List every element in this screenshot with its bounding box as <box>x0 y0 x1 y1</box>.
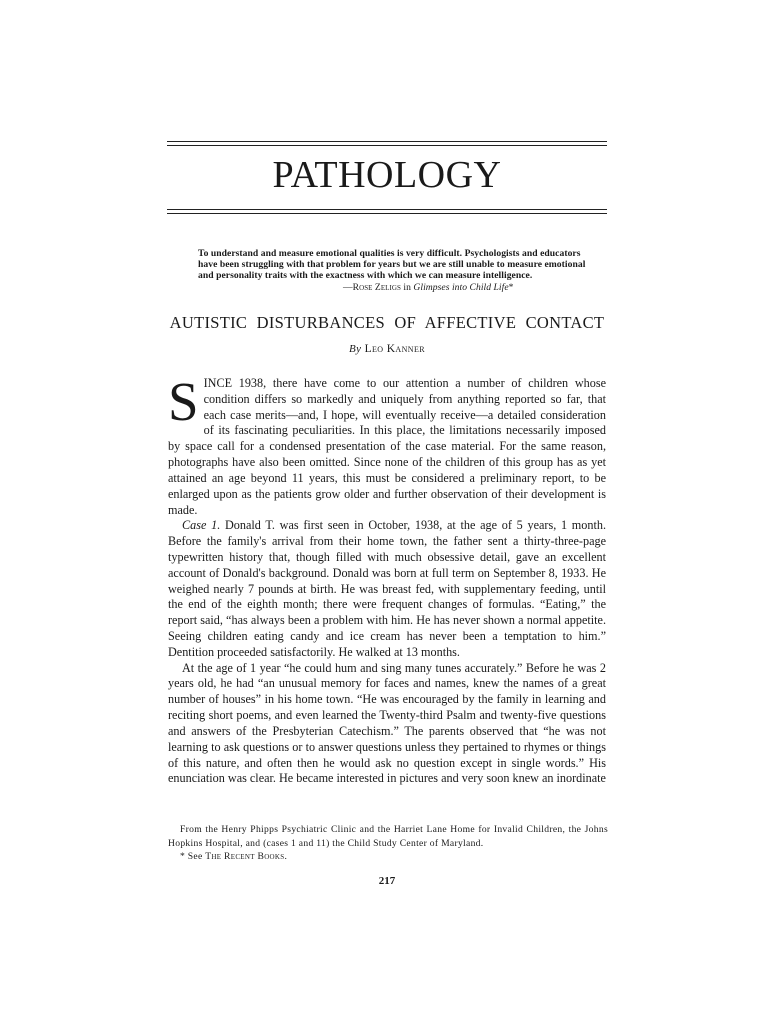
author-name: Leo Kanner <box>364 343 425 355</box>
section-title: PATHOLOGY <box>272 154 502 196</box>
header-rule-bottom <box>167 209 607 217</box>
byline: By Leo Kanner <box>349 343 425 355</box>
body-paragraph: At the age of 1 year “he could hum and sing many tunes accurately.” Before he was 2 years old, he had “an unusual memory for faces and names, knew the names of a great number of houses” in his home town. “He was encouraged by the family in learning and reciting short poems, and even learned the Twenty-third Psalm and twenty-five questions and answers of the Presbyterian Catechism.” The parents observed that “he was not learning to ask questions or to answer questions unless they pertained to rhymes or things of this nature, and often then he would ask no question except in single words.” His enunciation was clear. He became interested in pictures and very soon knew an inordinate <box>168 660 606 786</box>
article-body <box>168 371 607 787</box>
recent-books-footnote: * See The Recent Books. <box>180 851 288 862</box>
header-rule-top <box>167 141 607 149</box>
case-1-paragraph: Case 1. Donald T. was first seen in October, 1938, at the age of 5 years, 1 month. Before the family's arrival from their home town, the father sent a thirty-three-page typewritten history that, though filled with much obsessive detail, gave an excellent account of Donald's background. Donald was born at full term on September 8, 1933. He weighed nearly 7 pounds at birth. He was breast fed, with supplementary feeding, until the end of the eighth month; there were frequent changes of formulas. “Eating,” the report said, “has always been a problem with him. He has never shown a normal appetite. Seeing children eating candy and ice cream has never been a temptation to him.” Dentition proceeded satisfactorily. He walked at 13 months. <box>168 518 607 659</box>
drop-cap: S <box>168 371 199 432</box>
epigraph-quote: To understand and measure emotional qualities is very difficult. Psychologists and educators have been struggling with that problem for years but we are still unable to measure emotional and personality traits with the exactness with which we can measure intelligence. <box>198 248 586 282</box>
epigraph-author: Rose Zeligs <box>352 281 401 293</box>
page-number: 217 <box>378 875 396 887</box>
epigraph-work: Glimpses into Child Life <box>413 281 509 293</box>
epigraph <box>198 248 590 293</box>
article-title: AUTISTIC DISTURBANCES OF AFFECTIVE CONTACT <box>169 313 605 332</box>
footnotes <box>168 823 608 864</box>
intro-paragraph: SINCE 1938, there have come to our attention a number of children whose condition differs so markedly and uniquely from anything reported so far, that each case merits—and, I hope, will eventually receive—a detailed consideration of its fascinating peculiarities. In this place, the limitations necessarily imposed by space call for a condensed presentation of the case material. For the same reason, photographs have also been omitted. Since none of the children of this group has as yet attained an age beyond 11 years, this must be considered a preliminary report, to be enlarged upon as the patients grow older and further observation of their development is made. <box>168 371 606 517</box>
case-label: Case 1. <box>182 518 221 533</box>
epigraph-attribution: —Rose Zeligs in Glimpses into Child Life* <box>343 281 514 293</box>
affiliation-footnote: From the Henry Phipps Psychiatric Clinic and the Harriet Lane Home for Invalid Children, the Johns Hopkins Hospital, and (cases 1 and 11) the Child Study Center of Maryland. <box>168 824 608 849</box>
